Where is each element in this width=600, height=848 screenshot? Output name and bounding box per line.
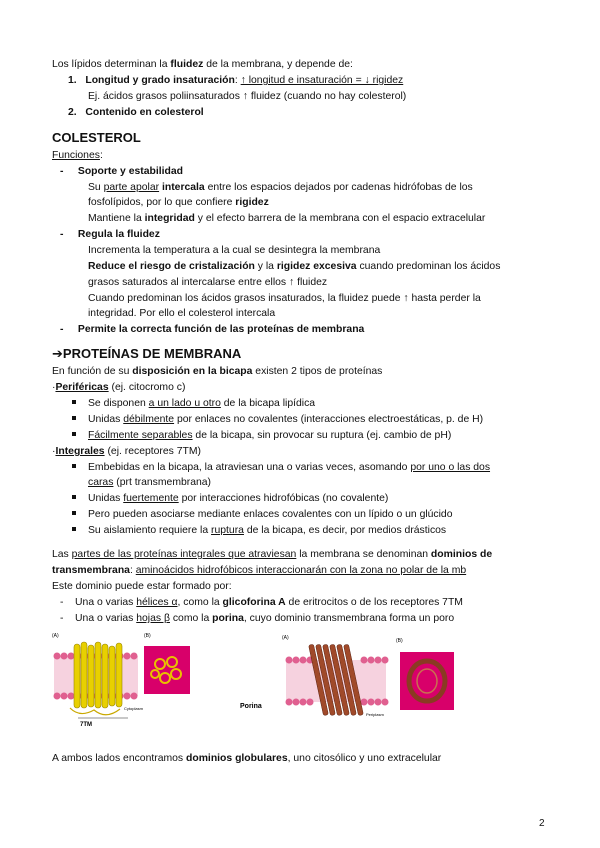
list-item-1-example: Ej. ácidos grasos poliinsaturados ↑ fluidez (cuando no hay colesterol) (88, 91, 407, 102)
dominio-item-hojas: - Una o varias hojas β como la porina, cuyo dominio transmembrana forma un poro (60, 613, 455, 624)
transmembrana-line-2: transmembrana: aminoácidos hidrofóbicos interaccionarán con la zona no polar de la mb (52, 565, 467, 576)
figure-label-a: (A) (52, 633, 59, 639)
bullet-regula: - Regula la fluidez (60, 229, 160, 240)
regula-line-3: grasos saturados al intercalarse entre ellos ↑ fluidez (88, 277, 328, 288)
soporte-line-2: fosfolípidos, por lo que confiere rigidez (88, 197, 269, 208)
integrales-item-3: Pero pueden asociarse mediante enlaces covalentes con un lípido o un glúcido (72, 508, 453, 522)
list-item-1: 1. Longitud y grado insaturación: ↑ longitud e insaturación = ↓ rigidez (68, 75, 404, 86)
helix-top-view-box (144, 646, 190, 694)
soporte-line-1: Su parte apolar intercala entre los espacios dejados por cadenas hidrófobas de los (88, 182, 473, 193)
soporte-line-3: Mantiene la integridad y el efecto barrera de la membrana con el espacio extracelular (88, 213, 486, 224)
proteinas-intro: En función de su disposición en la bicapa existen 2 tipos de proteínas (52, 366, 383, 377)
regula-line-1: Incrementa la temperatura a la cual se desintegra la membrana (88, 245, 381, 256)
porina-label: Porina (240, 703, 262, 710)
regula-line-2: Reduce el riesgo de cristalización y la rigidez excesiva cuando predominan los ácidos (88, 261, 501, 272)
helix-bundle (74, 642, 122, 708)
bullet-soporte: - Soporte y estabilidad (60, 166, 183, 177)
porina-label-b: (B) (396, 638, 403, 644)
perifericas-item-2: Unidas débilmente por enlaces no covalentes (interacciones electroestáticas, p. de H) (72, 413, 483, 427)
label-7tm: 7TM (80, 722, 92, 728)
page-number: 2 (539, 818, 545, 829)
transmembrana-line-3: Este dominio puede estar formado por: (52, 581, 232, 592)
integrales-item-1: Embebidas en la bicapa, la atraviesan una o varias veces, asomando por uno o las dos (72, 461, 490, 475)
perifericas-heading: ·Periféricas (ej. citocromo c) (52, 382, 186, 393)
final-line: A ambos lados encontramos dominios globulares, uno citosólico y uno extracelular (52, 753, 442, 764)
figure-porina (236, 632, 476, 732)
integrales-item-2: Unidas fuertemente por interacciones hidrofóbicas (no covalente) (72, 492, 388, 506)
regula-line-4: Cuando predominan los ácidos grasos insaturados, la fluidez puede ↑ hasta perder la (88, 293, 481, 304)
section-title-proteinas: ➔PROTEÍNAS DE MEMBRANA (52, 346, 242, 361)
integrales-item-1-cont: caras (prt transmembrana) (88, 477, 212, 488)
cytoplasm-label: Cytoplasm (124, 706, 143, 711)
integrales-item-4: Su aislamiento requiere la ruptura de la bicapa, es decir, por medios drásticos (72, 524, 446, 538)
perifericas-item-1: Se disponen a un lado u otro de la bicapa lipídica (72, 397, 315, 411)
perifericas-item-3: Fácilmente separables de la bicapa, sin provocar su ruptura (ej. cambio de pH) (72, 429, 451, 443)
list-item-2: 2. Contenido en colesterol (68, 107, 204, 118)
transmembrana-line-1: Las partes de las proteínas integrales que atraviesan la membrana se denominan dominios de (52, 549, 493, 560)
integrales-heading: ·Integrales (ej. receptores 7TM) (52, 446, 201, 457)
figure-7tm (50, 630, 250, 728)
funciones-label: Funciones: (52, 150, 103, 161)
dominio-item-helices: - Una o varias hélices α, como la glicoforina A de eritrocitos o de los receptores 7TM (60, 597, 463, 608)
section-title-colesterol: COLESTEROL (52, 130, 141, 145)
figure-label-b: (B) (144, 633, 151, 639)
periplasm-label: Periplasm (366, 712, 384, 717)
intro-line: Los lípidos determinan la fluidez de la membrana, y depende de: (52, 59, 353, 70)
bullet-permite: - Permite la correcta función de las proteínas de membrana (60, 324, 365, 335)
porina-label-a: (A) (282, 635, 289, 641)
regula-line-5: integridad. Por ello el colesterol intercala (88, 308, 276, 319)
